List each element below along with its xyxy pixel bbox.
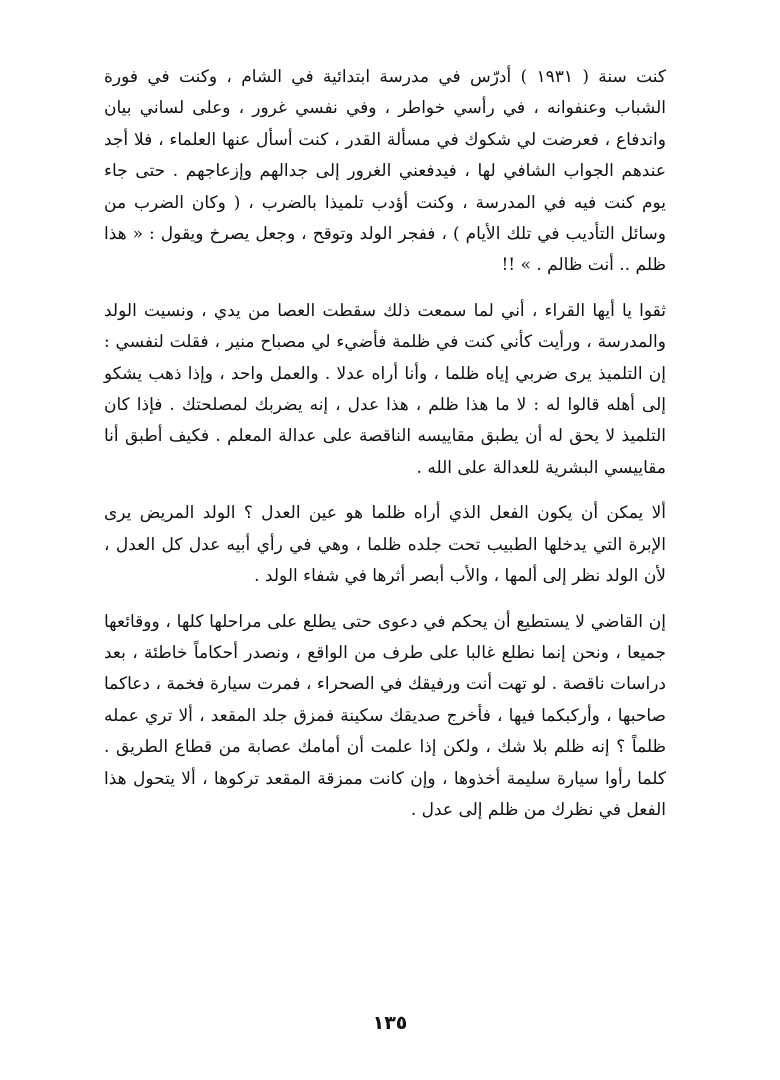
body-text [104,62,666,826]
paragraph-3: ألا يمكن أن يكون الفعل الذي أراه ظلما هو عين العدل ؟ الولد المريض يرى الإبرة التي يدخلها الطبيب تحت جلده ظلما ، وهي في رأي أبيه عدل كل العدل ، لأن الولد نظر إلى ألمها ، والأب أبصر أثرها في شفاء الولد . [104,503,666,587]
paragraph-4: إن القاضي لا يستطيع أن يحكم في دعوى حتى يطلع على مراحلها كلها ، ووقائعها جميعا ، ونحن إنما نطلع غالبا على طرف من الواقع ، ونصدر أحكاماً خاطئة ، بعد دراسات ناقصة . لو تهت أنت ورفيقك في الصحراء ، فمرت سيارة فخمة ، دعاكما صاحبها ، وأركبكما فيها ، فأخرج صديقك سكينة فمزق جلد المقعد ، ألا تري عمله ظلماً ؟ إنه ظلم بلا شك ، ولكن إذا علمت أن أمامك عصابة من قطاع الطريق . كلما رأوا سيارة سليمة أخذوها ، وإن كانت ممزقة المقعد تركوها ، ألا يتحول هذا الفعل في نظرك من ظلم إلى عدل . [104,611,666,820]
paragraph-2: ثقوا يا أيها القراء ، أني لما سمعت ذلك سقطت العصا من يدي ، ونسيت الولد والمدرسة ، ورأيت كأني كنت في ظلمة فأضيء لي مصباح منير ، فقلت لنفسي : إن التلميذ يرى ضربي إياه ظلما ، وأنا أراه عدلا . والعمل واحد ، وإذا ذهب يشكو إلى أهله قالوا له : لا ما هذا ظلم ، هذا عدل ، إنه يضربك لمصلحتك . فإذا كان التلميذ لا يحق له أن يطبق مقاييسه الناقصة على عدالة المعلم . فكيف أطبق أنا مقاييسي البشرية للعدالة على الله . [104,300,666,478]
paragraph-1: كنت سنة ( ١٩٣١ ) أدرّس في مدرسة ابتدائية في الشام ، وكنت في فورة الشباب وعنفوانه ، في رأسي خواطر ، وفي نفسي غرور ، وعلى لساني بيان واندفاع ، فعرضت لي شكوك في مسألة القدر ، كنت أسأل عنها العلماء ، فلا أجد عندهم الجواب الشافي لها ، فيدفعني الغرور إلى جدالهم وإزعاجهم . حتى جاء يوم كنت فيه في المدرسة ، وكنت أؤدب تلميذا بالضرب ، ( وكان الضرب من وسائل التأديب في تلك الأيام ) ، ففجر الولد وتوقح ، وجعل يصرخ ويقول : « هذا ظلم .. أنت ظالم . » !! [104,67,667,276]
page-number: ١٣٥ [372,1012,408,1034]
